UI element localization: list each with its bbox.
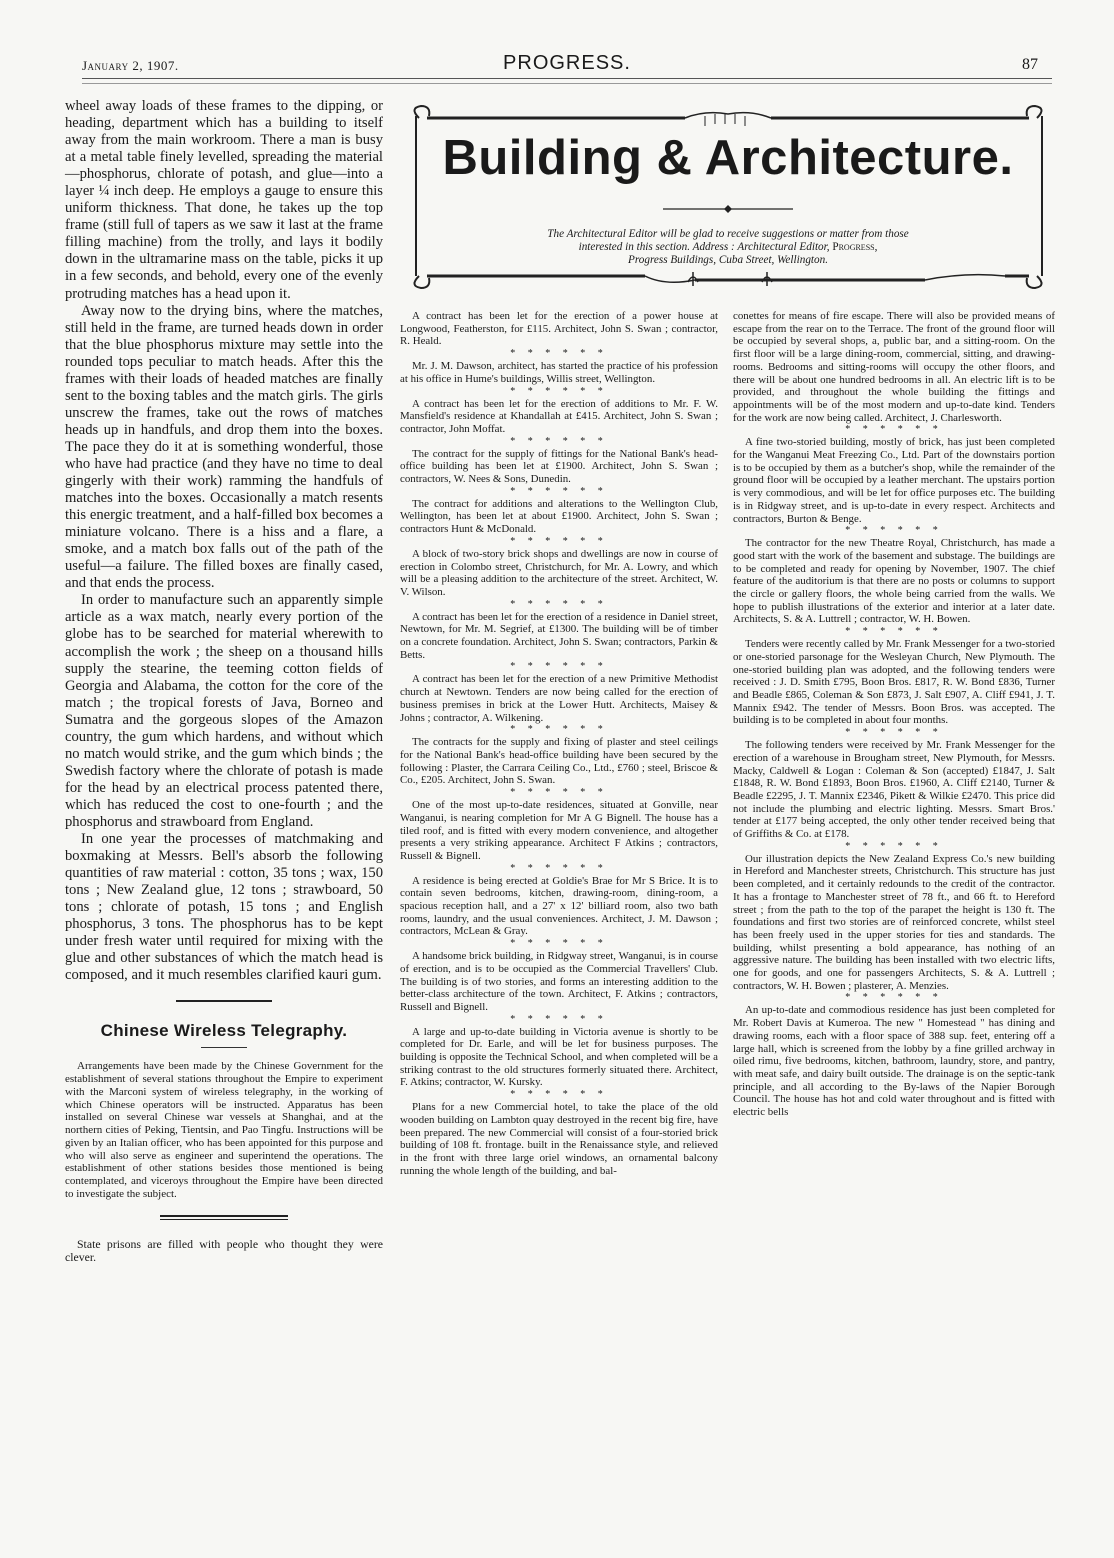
separator: * * * * * * [845, 992, 943, 1004]
news-item: A contract has been let for the erection of additions to Mr. F. W. Mansfield's residence at Khandallah at £415. Architect, John S. Swan ; contractor, John Moffat. [400, 397, 718, 435]
news-item: One of the most up-to-date residences, situated at Gonville, near Wanganui, is nearing completion for Mr A G Bignell. The house has a tiled roof, and is fitted with every modern convenience, and altogether presents a very striking appearance. Architect F Atkins ; contractors, Russell & Bignell. [400, 799, 718, 862]
title-underline [201, 1047, 247, 1048]
separator: * * * * * * [510, 1089, 608, 1101]
separator: * * * * * * [510, 535, 608, 547]
news-item: A residence is being erected at Goldie's Brae for Mr S Brice. It is to contain seven bedrooms, kitchen, drawing-room, dining-room, a spacious reception hall, and a 27' x 12' billiard room, also two bath rooms, laundry, and the usual conveniences. Architect, J. M. Dawson ; contractors, McLean & Gray. [400, 874, 718, 938]
news-item: A contract has been let for the erection of a power house at Longwood, Featherston, for £115. Architect, John S. Swan ; contractor, R. Heald. [400, 310, 718, 348]
article-paragraph: In one year the processes of matchmaking and boxmaking at Messrs. Bell's absorb the following quantities of raw material : cotton, 35 tons ; wax, 150 tons ; New Zealand glue, 12 tons ; strawboard, 50 tons ; chlorate of potash, 15 tons ; and English phosphorus, 3 tons. The phosphorus has to be kept under fresh water until required for mixing with the glue and other substances of which the match head is composed, and it much resembles clarified kauri gum. [65, 831, 383, 984]
section-title: Building & Architecture. [442, 131, 1014, 185]
news-item: The contractor for the new Theatre Royal, Christchurch, has made a good start with the work of the basement and substage. The buildings are to be completed and ready for opening by November, 1907. The chief feature of the auditorium is that there are no posts or columns to support the circle or gallery floors, the whole being carried from the walls. We hope to publish illustrations of the exterior and interior at a later date. Architects, S. & A. Luttrell ; contractor, W. H. Bowen. [733, 537, 1055, 626]
separator: * * * * * * [510, 1013, 608, 1025]
separator: * * * * * * [845, 626, 943, 638]
news-item: Tenders were recently called by Mr. Frank Messenger for a two-storied or one-storied parsonage for the Wesleyan Church, New Plymouth. The one-storied building plan was adopted, and the following tenders were received : J. D. Smith £795, Boon Bros. £817, R. W. Bond £836, Turner and Beadle £865, Coleman & Son £873, J. Salt £907, A. Cliff £941, J. T. Mannix £942. The tender of Messrs. Boon Bros. was accepted. The building is to be completed in about four months. [733, 638, 1055, 727]
news-item: conettes for means of fire escape. There will also be provided means of escape from the rear on to the Terrace. The front of the ground floor will be occupied by several shops, a, public bar, and a sitting-room. On the first floor will be a large dining-room, commercial, sitting, and drawing-rooms. Bedrooms and sitting-rooms will occupy the other floors, and there will be about one hundred bedrooms in all. An electric lift is to be provided, and throughout the whole building the fittings and appointments will be of the most modern and up-to-date kind. Tenders for the work are now being called. Architect, J. Charlesworth. [733, 310, 1055, 424]
column-matchmaking [65, 98, 383, 1265]
issue-date: January 2, 1907. [82, 58, 179, 73]
editor-note [465, 228, 991, 267]
news-item: The contracts for the supply and fixing of plaster and steel ceilings for the National Bank's head-office building have been secured by the following : Plaster, the Carrara Ceiling Co., Ltd., £760 ; steel, Briscoe & Co., £205. Architect, John S. Swan. [400, 736, 718, 787]
journal-title: PROGRESS. [503, 52, 631, 74]
separator: * * * * * * [510, 787, 608, 799]
wireless-article-title: Chinese Wireless Telegraphy. [100, 1021, 348, 1041]
separator: * * * * * * [510, 862, 608, 874]
wireless-article-body: Arrangements have been made by the Chinese Government for the establishment of several stations throughout the Empire to experiment with the Marconi system of wireless telegraphy, in the working of which Chinese operators will be instructed. Apparatus has been installed on several Chinese war vessels at Shanghai, and at the northern cities of Peking, Tientsin, and Pao Tingfu. Instructions will be given by an Italian officer, who has been appointed for this purpose and who will also serve as engineer and superintend the operations. The establishment of other stations besides those mentioned is being contemplated, and viceroys throughout the Empire have been directed to investigate the subject. [65, 1060, 383, 1200]
article-paragraph: wheel away loads of these frames to the dipping, or heading, department which has a building to itself away from the main workroom. There a man is busy at a metal table finely levelled, spreading the material—phosphorus, chlorate of potash, and glue—into a layer ¼ inch deep. He employs a gauge to ensure this uniform thickness. That done, he takes up the top frame (still full of tapers as we saw it last at the frame filling machine) from the trolly, and lays it bodily down in the ultramarine mass on the table, picks it up in a few seconds, and behold, every one of the evenly protruding matches has a head upon it. [65, 98, 383, 302]
separator: * * * * * * [845, 727, 943, 739]
news-item: A contract has been let for the erection of a new Primitive Methodist church at Newtown. Tenders are now being called for the erection of business premises in brick at the Lower Hutt. Architects, Maisey & Johns ; contractor, A. Wilkening. [400, 673, 718, 724]
article-paragraph: Away now to the drying bins, where the matches, still held in the frame, are turned heads down in order that the blue phosphorus mixture may settle into the rounded tops peculiar to match heads. After this the frames with their loads of headed matches are finally sent to the boxing tables and the match girls. The girls unscrew the frames, take out the rows of matches heads up in handfuls, and drop them into the boxes. The pace they do it at is something wonderful, those who have had practice (and they have no time to deal gingerly with their work) ramming the handfuls of matches into the boxes. Occasionally a match resents this energic treatment, and a half-filled box becomes a miniature volcano. There is a hiss and a flare, a smoke, and a match box falls out of the path of the useful—a failure. The filled boxes are finally cased, and that ends the process. [65, 302, 383, 592]
column-building-notes-2 [733, 310, 1055, 1119]
editor-note-line: The Architectural Editor will be glad to receive suggestions or matter from those [547, 228, 909, 240]
separator: * * * * * * [510, 435, 608, 447]
separator: * * * * * * [845, 840, 943, 852]
editor-note-line: interested in this section. Address : Architectural Editor, [578, 241, 833, 253]
separator: * * * * * * [845, 424, 943, 436]
separator: * * * * * * [510, 348, 608, 360]
closing-note: State prisons are filled with people who thought they were clever. [65, 1236, 383, 1265]
header-rule [82, 83, 1052, 84]
separator: * * * * * * [510, 598, 608, 610]
separator: * * * * * * [845, 525, 943, 537]
article-paragraph: In order to manufacture such an apparently simple article as a wax match, nearly every portion of the globe has to be searched for material wherewith to accomplish the work ; the sheep on a thousand hills supply the stearine, the teeming cotton fields of Georgia and Alabama, the cotton for the core of the match ; the tropical forests of Java, Borneo and Sumatra and the gorgeous slopes of the Amazon country, the gum which hardens, and without which no match would strike, and the gum which binds ; the Swedish factory where the chlorate of potash is made for the head by an electrical process patented there, which has reduced the cost to one-fourth ; and the phosphorus and strawboard from England. [65, 592, 383, 830]
editor-note-line: Progress Buildings, Cuba Street, Wellington. [627, 254, 829, 266]
separator: * * * * * * [510, 485, 608, 497]
double-divider [160, 1215, 288, 1220]
page-number: 87 [1022, 56, 1038, 73]
separator: * * * * * * [510, 385, 608, 397]
editor-note-progress: Progress, [832, 241, 878, 253]
section-divider [176, 1000, 272, 1002]
separator: * * * * * * [510, 661, 608, 673]
news-item: Mr. J. M. Dawson, architect, has started the practice of his profession at his office in Hume's buildings, Willis street, Wellington. [400, 360, 718, 385]
separator: * * * * * * [510, 938, 608, 950]
separator: * * * * * * [510, 724, 608, 736]
news-item: The contract for additions and alterations to the Wellington Club, Wellington, has been let at about £1900. Architect, John S. Swan ; contractors Hunt & McDonald. [400, 497, 718, 536]
news-item: Our illustration depicts the New Zealand Express Co.'s new building in Hereford and Manchester streets, Christchurch. This structure has just been completed, and it certainly redounds to the credit of the contractor. It has a frontage to Manchester street of 78 ft., and 66 ft. to Hereford street ; from the path to the top of the parapet the height is 130 ft. The foundations and first two stories are of reinforced concrete, whilst steel has been freely used in the upper stories for ties and standards. The building, whilst presenting a bold appearance, has nothing of an aggressive nature. The building has been installed with two electric lifts, one for goods, and one for passengers Architects, S. & A. Luttrell ; contractors, W. H. Bowen ; plasterer, A. Menzies. [733, 852, 1055, 992]
news-item: A contract has been let for the erection of a residence in Daniel street, Newtown, for Mr. M. Segrief, at £1300. The building will be of timber on a concrete foundation. Architect, John S. Swan; contractors, Parkin & Betts. [400, 610, 718, 661]
news-item: Plans for a new Commercial hotel, to take the place of the old wooden building on Lambton quay destroyed in the recent big fire, have been prepared. The new Commercial will consist of a four-storied brick building of 108 ft. frontage. built in the Renaissance style, and relieved in the front with three large oriel windows, an ornamental balcony running the whole length of the building, and bal- [400, 1101, 718, 1177]
section-banner [405, 100, 1051, 292]
news-item: A handsome brick building, in Ridgway street, Wanganui, is in course of erection, and is to be occupied as the Commercial Travellers' Club. The building is of two stories, and forms an interesting addition to the better-class architecture of the town. Architect, F. Atkins ; contractors, Russell and Bignell. [400, 950, 718, 1013]
news-item: The contract for the supply of fittings for the National Bank's head-office building has been let at £1900. Architect, John S. Swan ; contractors, W. Nees & Sons, Dunedin. [400, 447, 718, 486]
news-item: A fine two-storied building, mostly of brick, has just been completed for the Wanganui Meat Freezing Co., Ltd. Part of the downstairs portion is to be occupied by them as a butcher's shop, while the remainder of the ground floor will be occupied by a leather merchant. The upstairs portion is very commodious, and will be let for office purposes etc. The building is in Ridgway street, and is up-to-date in every respect. Architects and contractors, Burton & Benge. [733, 436, 1055, 525]
news-item: The following tenders were received by Mr. Frank Messenger for the erection of a warehouse in Brougham street, New Plymouth, for Messrs. Macky, Caldwell & Logan : Coleman & Son (accepted) £1847, J. Salt £1848, R. W. Bond £1893, Boon Bros. £1960, A. Cliff £2140, Turner & Beadle £2295, J. T. Mannix £2346, Pikett & Wilkie £2470. This price did not include the plumbing and electric lighting. Messrs. Smart Bros.' tender at £177 being accepted, the only other tender received being that of Griffiths & Co. at £178. [733, 739, 1055, 841]
page-header [82, 52, 1052, 79]
column-building-notes-1 [400, 310, 718, 1177]
news-item: An up-to-date and commodious residence has just been completed for Mr. Robert Davis at Kumeroa. The new " Homestead " has dining and drawing rooms, each with a floor space of 388 sup. feet, entering off a large hall, which is screened from the lobby by a fine grilled archway in oiled rimu, five bedrooms, kitchen, bathroom, laundry, store, and pantry, with meat safe, and dairy built outside. The drainage is on the septic-tank principle, and all according to the By-laws of the Napier Borough Council. The house has hot and cold water throughout and is fitted with electric bells [733, 1004, 1055, 1119]
news-item: A block of two-story brick shops and dwellings are now in course of erection in Colombo street, Christchurch, for Mr. A. Lowry, and which will be a pleasing addition to the architecture of the street. Architect, W. V. Wilson. [400, 547, 718, 598]
news-item: A large and up-to-date building in Victoria avenue is shortly to be completed for Dr. Earle, and will be let for business purposes. The building is opposite the Technical School, and when completed will be a striking contrast to the old structures formerly situated there. Architect, F. Atkins; contractor, W. Kursky. [400, 1025, 718, 1089]
